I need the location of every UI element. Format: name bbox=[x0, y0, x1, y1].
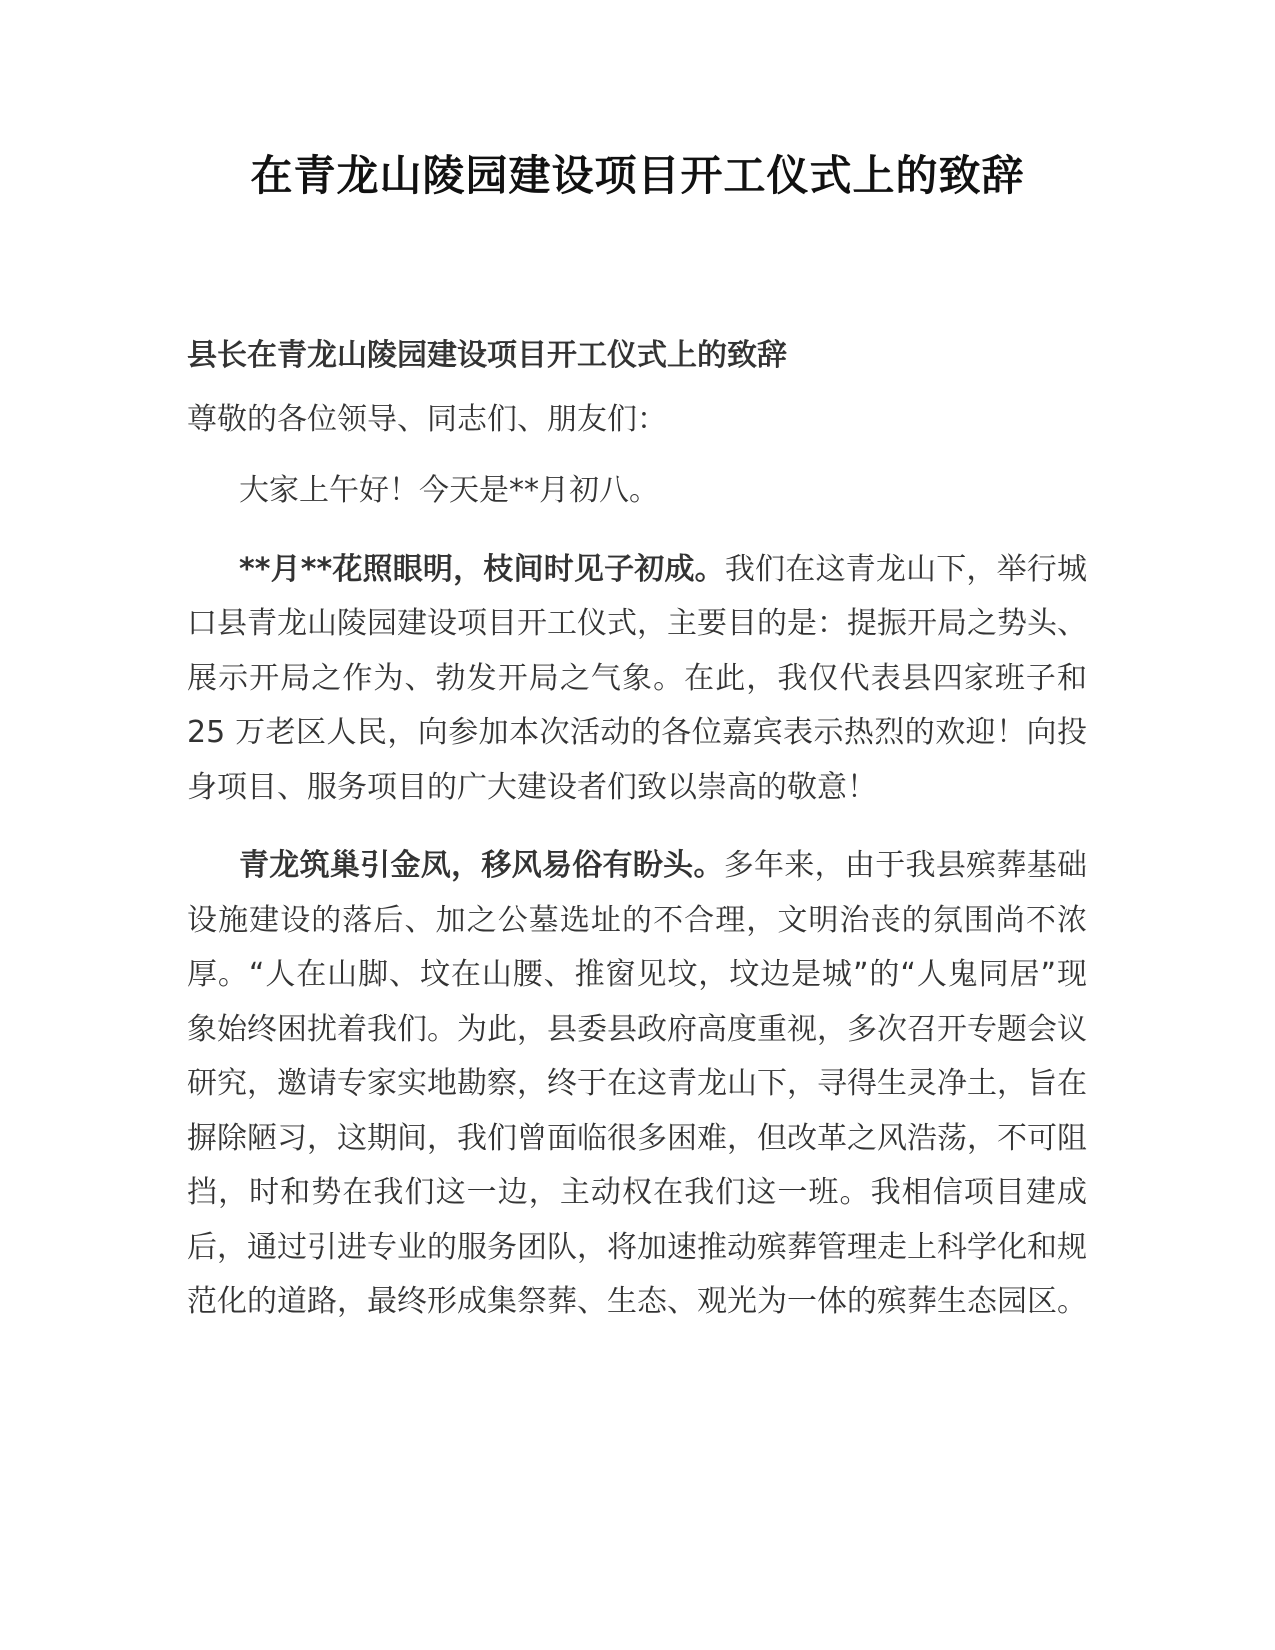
salutation: 尊敬的各位领导、同志们、朋友们： bbox=[187, 402, 667, 437]
document-body bbox=[187, 334, 1087, 1330]
paragraph-body: 我们在这青龙山下，举行城口县青龙山陵园建设项目开工仪式，主要目的是：提振开局之势头、展示开局之作为、勃发开局之气象。在此，我仅代表县四家班子和 25 万老区人民，向参加本次活动的各位嘉宾表示热烈的欢迎！向投身项目、服务项目的广大建设者们致以崇高的敬意！ bbox=[187, 551, 1087, 805]
greeting-paragraph: 大家上午好！今天是**月初八。 bbox=[239, 473, 659, 508]
paragraph-lead: **月**花照眼明，枝间时见子初成。 bbox=[239, 551, 725, 587]
paragraph-body: 多年来，由于我县殡葬基础设施建设的落后、加之公墓选址的不合理，文明治丧的氛围尚不浓厚。“人在山脚、坟在山腰、推窗见坟，坟边是城”的“人鬼同居”现象始终困扰着我们。为此，县委县政府高度重视，多次召开专题会议研究，邀请专家实地勘察，终于在这青龙山下，寻得生灵净土，旨在摒除陋习，这期间，我们曾面临很多困难，但改革之风浩荡，不可阻挡，时和势在我们这一边，主动权在我们这一班。我相信项目建成后，通过引进专业的服务团队，将加速推动殡葬管理走上科学化和规范化的道路，最终形成集祭葬、生态、观光为一体的殡葬生态园区。 bbox=[187, 848, 1088, 1319]
paragraph-lead: 青龙筑巢引金凤，移风易俗有盼头。 bbox=[239, 848, 724, 883]
document-title: 在青龙山陵园建设项目开工仪式上的致辞 bbox=[250, 151, 1025, 200]
paragraph-welcome bbox=[187, 543, 1087, 816]
paragraph-reform bbox=[187, 839, 1087, 1330]
speech-subtitle: 县长在青龙山陵园建设项目开工仪式上的致辞 bbox=[187, 338, 787, 373]
